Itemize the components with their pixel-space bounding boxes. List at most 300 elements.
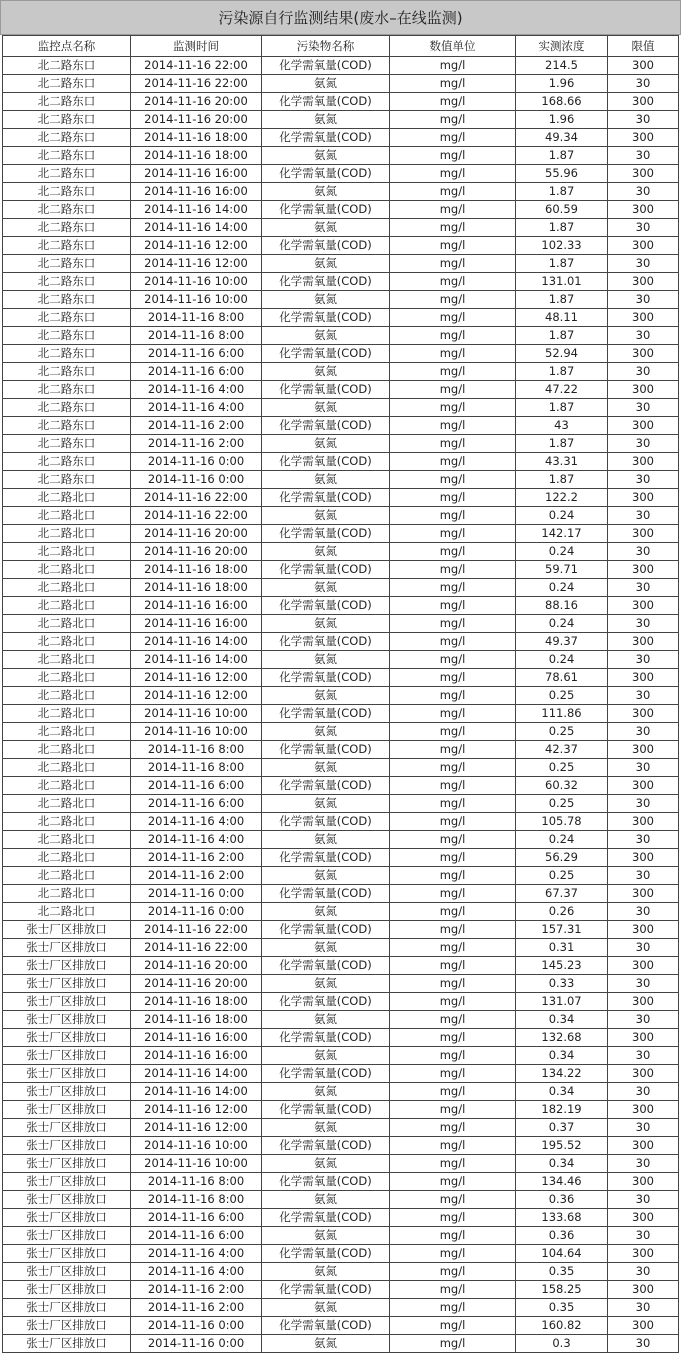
- cell-limit: 300: [608, 201, 679, 219]
- table-row: [3, 255, 679, 273]
- cell-measured-concentration: 49.34: [516, 129, 608, 147]
- table-row: [3, 1209, 679, 1227]
- cell-unit: mg/l: [390, 903, 516, 921]
- cell-unit: mg/l: [390, 219, 516, 237]
- cell-station-name: 北二路北口: [3, 597, 131, 615]
- cell-monitor-time: 2014-11-16 8:00: [131, 741, 262, 759]
- cell-station-name: 张士厂区排放口: [3, 1317, 131, 1335]
- cell-pollutant-name: 化学需氧量(COD): [262, 93, 390, 111]
- cell-monitor-time: 2014-11-16 22:00: [131, 57, 262, 75]
- cell-pollutant-name: 氨氮: [262, 975, 390, 993]
- cell-limit: 300: [608, 1029, 679, 1047]
- cell-measured-concentration: 0.24: [516, 579, 608, 597]
- cell-measured-concentration: 1.87: [516, 471, 608, 489]
- cell-pollutant-name: 化学需氧量(COD): [262, 777, 390, 795]
- table-row: [3, 705, 679, 723]
- cell-limit: 300: [608, 957, 679, 975]
- cell-monitor-time: 2014-11-16 8:00: [131, 309, 262, 327]
- cell-pollutant-name: 氨氮: [262, 1227, 390, 1245]
- cell-unit: mg/l: [390, 1245, 516, 1263]
- cell-monitor-time: 2014-11-16 14:00: [131, 201, 262, 219]
- table-title: 污染源自行监测结果(废水–在线监测): [0, 0, 681, 35]
- cell-measured-concentration: 182.19: [516, 1101, 608, 1119]
- cell-limit: 300: [608, 1173, 679, 1191]
- cell-unit: mg/l: [390, 975, 516, 993]
- cell-station-name: 北二路北口: [3, 561, 131, 579]
- table-row: [3, 183, 679, 201]
- cell-station-name: 北二路北口: [3, 633, 131, 651]
- cell-monitor-time: 2014-11-16 4:00: [131, 831, 262, 849]
- table-row: [3, 543, 679, 561]
- header-limit: 限值: [608, 36, 679, 57]
- cell-measured-concentration: 1.87: [516, 255, 608, 273]
- cell-pollutant-name: 化学需氧量(COD): [262, 957, 390, 975]
- cell-limit: 300: [608, 489, 679, 507]
- cell-monitor-time: 2014-11-16 14:00: [131, 219, 262, 237]
- cell-station-name: 北二路东口: [3, 381, 131, 399]
- cell-measured-concentration: 131.07: [516, 993, 608, 1011]
- cell-monitor-time: 2014-11-16 16:00: [131, 165, 262, 183]
- cell-pollutant-name: 氨氮: [262, 615, 390, 633]
- cell-unit: mg/l: [390, 993, 516, 1011]
- cell-measured-concentration: 0.37: [516, 1119, 608, 1137]
- cell-measured-concentration: 160.82: [516, 1317, 608, 1335]
- cell-monitor-time: 2014-11-16 12:00: [131, 1119, 262, 1137]
- cell-monitor-time: 2014-11-16 10:00: [131, 1137, 262, 1155]
- cell-limit: 30: [608, 831, 679, 849]
- cell-pollutant-name: 化学需氧量(COD): [262, 561, 390, 579]
- table-row: [3, 903, 679, 921]
- cell-pollutant-name: 化学需氧量(COD): [262, 885, 390, 903]
- monitoring-table: [2, 35, 679, 1353]
- cell-pollutant-name: 氨氮: [262, 939, 390, 957]
- cell-unit: mg/l: [390, 399, 516, 417]
- cell-limit: 300: [608, 1245, 679, 1263]
- cell-station-name: 北二路东口: [3, 183, 131, 201]
- cell-limit: 300: [608, 813, 679, 831]
- cell-measured-concentration: 1.87: [516, 183, 608, 201]
- cell-limit: 300: [608, 777, 679, 795]
- cell-pollutant-name: 化学需氧量(COD): [262, 705, 390, 723]
- table-row: [3, 57, 679, 75]
- cell-pollutant-name: 氨氮: [262, 867, 390, 885]
- cell-limit: 30: [608, 1047, 679, 1065]
- cell-limit: 30: [608, 147, 679, 165]
- cell-measured-concentration: 1.87: [516, 327, 608, 345]
- cell-measured-concentration: 67.37: [516, 885, 608, 903]
- cell-pollutant-name: 化学需氧量(COD): [262, 1245, 390, 1263]
- cell-unit: mg/l: [390, 777, 516, 795]
- cell-unit: mg/l: [390, 1101, 516, 1119]
- cell-station-name: 北二路东口: [3, 57, 131, 75]
- cell-unit: mg/l: [390, 183, 516, 201]
- cell-unit: mg/l: [390, 435, 516, 453]
- cell-station-name: 北二路东口: [3, 93, 131, 111]
- cell-pollutant-name: 氨氮: [262, 435, 390, 453]
- cell-limit: 300: [608, 93, 679, 111]
- cell-pollutant-name: 化学需氧量(COD): [262, 1173, 390, 1191]
- cell-pollutant-name: 化学需氧量(COD): [262, 669, 390, 687]
- table-row: [3, 759, 679, 777]
- cell-unit: mg/l: [390, 813, 516, 831]
- cell-pollutant-name: 氨氮: [262, 903, 390, 921]
- cell-measured-concentration: 122.2: [516, 489, 608, 507]
- cell-limit: 300: [608, 1137, 679, 1155]
- cell-monitor-time: 2014-11-16 2:00: [131, 417, 262, 435]
- table-row: [3, 291, 679, 309]
- table-row: [3, 795, 679, 813]
- cell-pollutant-name: 氨氮: [262, 687, 390, 705]
- table-row: [3, 831, 679, 849]
- cell-pollutant-name: 化学需氧量(COD): [262, 1137, 390, 1155]
- cell-station-name: 张士厂区排放口: [3, 1227, 131, 1245]
- cell-monitor-time: 2014-11-16 6:00: [131, 345, 262, 363]
- cell-measured-concentration: 157.31: [516, 921, 608, 939]
- cell-measured-concentration: 111.86: [516, 705, 608, 723]
- table-row: [3, 309, 679, 327]
- cell-station-name: 北二路北口: [3, 579, 131, 597]
- cell-measured-concentration: 1.87: [516, 363, 608, 381]
- cell-monitor-time: 2014-11-16 14:00: [131, 633, 262, 651]
- cell-unit: mg/l: [390, 885, 516, 903]
- cell-station-name: 张士厂区排放口: [3, 1245, 131, 1263]
- cell-station-name: 北二路东口: [3, 363, 131, 381]
- cell-pollutant-name: 氨氮: [262, 219, 390, 237]
- cell-pollutant-name: 化学需氧量(COD): [262, 1209, 390, 1227]
- cell-measured-concentration: 1.96: [516, 75, 608, 93]
- cell-limit: 30: [608, 507, 679, 525]
- cell-monitor-time: 2014-11-16 0:00: [131, 453, 262, 471]
- cell-monitor-time: 2014-11-16 18:00: [131, 1011, 262, 1029]
- cell-unit: mg/l: [390, 1155, 516, 1173]
- cell-unit: mg/l: [390, 453, 516, 471]
- cell-unit: mg/l: [390, 633, 516, 651]
- cell-pollutant-name: 氨氮: [262, 1011, 390, 1029]
- table-row: [3, 741, 679, 759]
- cell-unit: mg/l: [390, 1335, 516, 1353]
- cell-pollutant-name: 化学需氧量(COD): [262, 525, 390, 543]
- cell-measured-concentration: 55.96: [516, 165, 608, 183]
- table-row: [3, 345, 679, 363]
- cell-limit: 30: [608, 255, 679, 273]
- cell-limit: 300: [608, 1065, 679, 1083]
- cell-unit: mg/l: [390, 1281, 516, 1299]
- cell-limit: 30: [608, 1155, 679, 1173]
- cell-station-name: 北二路东口: [3, 417, 131, 435]
- cell-measured-concentration: 1.87: [516, 435, 608, 453]
- table-row: [3, 111, 679, 129]
- cell-station-name: 张士厂区排放口: [3, 1173, 131, 1191]
- cell-station-name: 张士厂区排放口: [3, 1011, 131, 1029]
- cell-measured-concentration: 145.23: [516, 957, 608, 975]
- cell-measured-concentration: 0.36: [516, 1191, 608, 1209]
- cell-limit: 30: [608, 1011, 679, 1029]
- cell-station-name: 张士厂区排放口: [3, 993, 131, 1011]
- cell-pollutant-name: 氨氮: [262, 363, 390, 381]
- cell-limit: 30: [608, 615, 679, 633]
- table-row: [3, 453, 679, 471]
- cell-limit: 300: [608, 849, 679, 867]
- table-row: [3, 1065, 679, 1083]
- cell-pollutant-name: 氨氮: [262, 75, 390, 93]
- cell-limit: 300: [608, 921, 679, 939]
- cell-station-name: 北二路东口: [3, 399, 131, 417]
- cell-unit: mg/l: [390, 1317, 516, 1335]
- cell-limit: 30: [608, 183, 679, 201]
- table-row: [3, 1155, 679, 1173]
- cell-pollutant-name: 氨氮: [262, 1155, 390, 1173]
- cell-station-name: 张士厂区排放口: [3, 1209, 131, 1227]
- cell-limit: 300: [608, 345, 679, 363]
- cell-limit: 300: [608, 993, 679, 1011]
- cell-pollutant-name: 氨氮: [262, 147, 390, 165]
- cell-monitor-time: 2014-11-16 8:00: [131, 327, 262, 345]
- cell-limit: 30: [608, 399, 679, 417]
- cell-monitor-time: 2014-11-16 22:00: [131, 489, 262, 507]
- cell-pollutant-name: 氨氮: [262, 111, 390, 129]
- table-row: [3, 1101, 679, 1119]
- cell-measured-concentration: 134.22: [516, 1065, 608, 1083]
- cell-unit: mg/l: [390, 291, 516, 309]
- cell-monitor-time: 2014-11-16 6:00: [131, 1209, 262, 1227]
- cell-station-name: 张士厂区排放口: [3, 1065, 131, 1083]
- cell-limit: 30: [608, 1299, 679, 1317]
- cell-monitor-time: 2014-11-16 20:00: [131, 525, 262, 543]
- cell-station-name: 北二路东口: [3, 237, 131, 255]
- cell-measured-concentration: 47.22: [516, 381, 608, 399]
- cell-limit: 300: [608, 1209, 679, 1227]
- cell-monitor-time: 2014-11-16 0:00: [131, 1317, 262, 1335]
- cell-pollutant-name: 氨氮: [262, 651, 390, 669]
- cell-limit: 30: [608, 543, 679, 561]
- cell-pollutant-name: 氨氮: [262, 579, 390, 597]
- cell-measured-concentration: 0.24: [516, 651, 608, 669]
- cell-monitor-time: 2014-11-16 2:00: [131, 867, 262, 885]
- table-row: [3, 75, 679, 93]
- cell-pollutant-name: 氨氮: [262, 723, 390, 741]
- cell-limit: 30: [608, 1335, 679, 1353]
- table-row: [3, 471, 679, 489]
- table-row: [3, 885, 679, 903]
- cell-measured-concentration: 0.25: [516, 723, 608, 741]
- table-row: [3, 327, 679, 345]
- cell-monitor-time: 2014-11-16 4:00: [131, 813, 262, 831]
- cell-monitor-time: 2014-11-16 12:00: [131, 669, 262, 687]
- table-row: [3, 597, 679, 615]
- cell-unit: mg/l: [390, 507, 516, 525]
- header-unit: 数值单位: [390, 36, 516, 57]
- cell-station-name: 张士厂区排放口: [3, 1029, 131, 1047]
- cell-limit: 300: [608, 561, 679, 579]
- cell-monitor-time: 2014-11-16 4:00: [131, 1245, 262, 1263]
- table-row: [3, 1317, 679, 1335]
- cell-pollutant-name: 氨氮: [262, 1191, 390, 1209]
- cell-measured-concentration: 131.01: [516, 273, 608, 291]
- cell-station-name: 张士厂区排放口: [3, 939, 131, 957]
- header-monitor-time: 监测时间: [131, 36, 262, 57]
- cell-station-name: 北二路北口: [3, 849, 131, 867]
- cell-measured-concentration: 0.34: [516, 1155, 608, 1173]
- cell-monitor-time: 2014-11-16 20:00: [131, 957, 262, 975]
- table-row: [3, 1119, 679, 1137]
- cell-limit: 300: [608, 741, 679, 759]
- cell-pollutant-name: 化学需氧量(COD): [262, 309, 390, 327]
- cell-measured-concentration: 0.35: [516, 1299, 608, 1317]
- cell-measured-concentration: 78.61: [516, 669, 608, 687]
- cell-pollutant-name: 化学需氧量(COD): [262, 633, 390, 651]
- table-row: [3, 1335, 679, 1353]
- cell-pollutant-name: 化学需氧量(COD): [262, 741, 390, 759]
- cell-station-name: 北二路北口: [3, 777, 131, 795]
- cell-unit: mg/l: [390, 93, 516, 111]
- cell-pollutant-name: 化学需氧量(COD): [262, 129, 390, 147]
- cell-monitor-time: 2014-11-16 2:00: [131, 849, 262, 867]
- table-row: [3, 669, 679, 687]
- table-row: [3, 957, 679, 975]
- cell-station-name: 北二路北口: [3, 669, 131, 687]
- cell-measured-concentration: 195.52: [516, 1137, 608, 1155]
- cell-limit: 30: [608, 1083, 679, 1101]
- cell-measured-concentration: 60.59: [516, 201, 608, 219]
- cell-limit: 300: [608, 1317, 679, 1335]
- cell-measured-concentration: 214.5: [516, 57, 608, 75]
- cell-unit: mg/l: [390, 237, 516, 255]
- cell-pollutant-name: 氨氮: [262, 471, 390, 489]
- cell-monitor-time: 2014-11-16 4:00: [131, 1263, 262, 1281]
- cell-measured-concentration: 0.34: [516, 1047, 608, 1065]
- cell-unit: mg/l: [390, 1083, 516, 1101]
- cell-monitor-time: 2014-11-16 8:00: [131, 759, 262, 777]
- cell-station-name: 北二路东口: [3, 111, 131, 129]
- cell-monitor-time: 2014-11-16 20:00: [131, 93, 262, 111]
- cell-unit: mg/l: [390, 615, 516, 633]
- cell-measured-concentration: 0.25: [516, 867, 608, 885]
- cell-unit: mg/l: [390, 723, 516, 741]
- cell-limit: 30: [608, 1263, 679, 1281]
- cell-station-name: 北二路北口: [3, 885, 131, 903]
- cell-station-name: 北二路东口: [3, 291, 131, 309]
- cell-monitor-time: 2014-11-16 8:00: [131, 1173, 262, 1191]
- cell-pollutant-name: 氨氮: [262, 1047, 390, 1065]
- cell-limit: 300: [608, 309, 679, 327]
- cell-unit: mg/l: [390, 1263, 516, 1281]
- cell-station-name: 北二路北口: [3, 903, 131, 921]
- cell-monitor-time: 2014-11-16 14:00: [131, 1065, 262, 1083]
- cell-monitor-time: 2014-11-16 6:00: [131, 1227, 262, 1245]
- cell-pollutant-name: 化学需氧量(COD): [262, 813, 390, 831]
- cell-monitor-time: 2014-11-16 6:00: [131, 363, 262, 381]
- cell-monitor-time: 2014-11-16 0:00: [131, 903, 262, 921]
- table-row: [3, 489, 679, 507]
- cell-unit: mg/l: [390, 111, 516, 129]
- cell-limit: 30: [608, 759, 679, 777]
- cell-pollutant-name: 化学需氧量(COD): [262, 381, 390, 399]
- cell-pollutant-name: 化学需氧量(COD): [262, 1029, 390, 1047]
- cell-unit: mg/l: [390, 939, 516, 957]
- cell-pollutant-name: 氨氮: [262, 1335, 390, 1353]
- cell-measured-concentration: 0.34: [516, 1083, 608, 1101]
- header-row: [3, 36, 679, 57]
- cell-limit: 30: [608, 975, 679, 993]
- cell-station-name: 张士厂区排放口: [3, 1335, 131, 1353]
- table-row: [3, 1191, 679, 1209]
- cell-pollutant-name: 化学需氧量(COD): [262, 1101, 390, 1119]
- cell-station-name: 张士厂区排放口: [3, 1155, 131, 1173]
- cell-monitor-time: 2014-11-16 12:00: [131, 237, 262, 255]
- table-row: [3, 1137, 679, 1155]
- cell-station-name: 张士厂区排放口: [3, 1299, 131, 1317]
- cell-monitor-time: 2014-11-16 6:00: [131, 795, 262, 813]
- cell-measured-concentration: 60.32: [516, 777, 608, 795]
- cell-station-name: 张士厂区排放口: [3, 975, 131, 993]
- cell-unit: mg/l: [390, 1191, 516, 1209]
- table-row: [3, 363, 679, 381]
- cell-monitor-time: 2014-11-16 20:00: [131, 543, 262, 561]
- cell-pollutant-name: 化学需氧量(COD): [262, 201, 390, 219]
- cell-measured-concentration: 0.26: [516, 903, 608, 921]
- cell-limit: 30: [608, 1191, 679, 1209]
- cell-measured-concentration: 59.71: [516, 561, 608, 579]
- table-row: [3, 633, 679, 651]
- cell-unit: mg/l: [390, 525, 516, 543]
- cell-monitor-time: 2014-11-16 10:00: [131, 1155, 262, 1173]
- cell-pollutant-name: 化学需氧量(COD): [262, 273, 390, 291]
- table-row: [3, 561, 679, 579]
- table-row: [3, 867, 679, 885]
- cell-station-name: 北二路北口: [3, 867, 131, 885]
- cell-unit: mg/l: [390, 849, 516, 867]
- cell-pollutant-name: 氨氮: [262, 1299, 390, 1317]
- cell-unit: mg/l: [390, 831, 516, 849]
- cell-station-name: 北二路北口: [3, 705, 131, 723]
- cell-measured-concentration: 43: [516, 417, 608, 435]
- cell-measured-concentration: 1.96: [516, 111, 608, 129]
- cell-station-name: 北二路北口: [3, 813, 131, 831]
- cell-limit: 30: [608, 471, 679, 489]
- cell-unit: mg/l: [390, 381, 516, 399]
- cell-pollutant-name: 氨氮: [262, 507, 390, 525]
- cell-measured-concentration: 49.37: [516, 633, 608, 651]
- cell-pollutant-name: 氨氮: [262, 255, 390, 273]
- cell-measured-concentration: 1.87: [516, 291, 608, 309]
- cell-measured-concentration: 104.64: [516, 1245, 608, 1263]
- cell-limit: 300: [608, 417, 679, 435]
- cell-station-name: 北二路东口: [3, 129, 131, 147]
- cell-limit: 30: [608, 867, 679, 885]
- cell-measured-concentration: 102.33: [516, 237, 608, 255]
- cell-limit: 300: [608, 453, 679, 471]
- cell-station-name: 北二路东口: [3, 75, 131, 93]
- cell-monitor-time: 2014-11-16 12:00: [131, 255, 262, 273]
- table-row: [3, 165, 679, 183]
- cell-monitor-time: 2014-11-16 10:00: [131, 273, 262, 291]
- cell-unit: mg/l: [390, 1011, 516, 1029]
- cell-monitor-time: 2014-11-16 0:00: [131, 471, 262, 489]
- cell-limit: 30: [608, 723, 679, 741]
- cell-limit: 30: [608, 903, 679, 921]
- cell-unit: mg/l: [390, 1137, 516, 1155]
- cell-unit: mg/l: [390, 489, 516, 507]
- cell-pollutant-name: 化学需氧量(COD): [262, 453, 390, 471]
- cell-limit: 30: [608, 363, 679, 381]
- cell-monitor-time: 2014-11-16 10:00: [131, 723, 262, 741]
- cell-pollutant-name: 氨氮: [262, 399, 390, 417]
- cell-pollutant-name: 氨氮: [262, 795, 390, 813]
- cell-measured-concentration: 0.36: [516, 1227, 608, 1245]
- cell-limit: 300: [608, 129, 679, 147]
- cell-pollutant-name: 化学需氧量(COD): [262, 921, 390, 939]
- table-row: [3, 777, 679, 795]
